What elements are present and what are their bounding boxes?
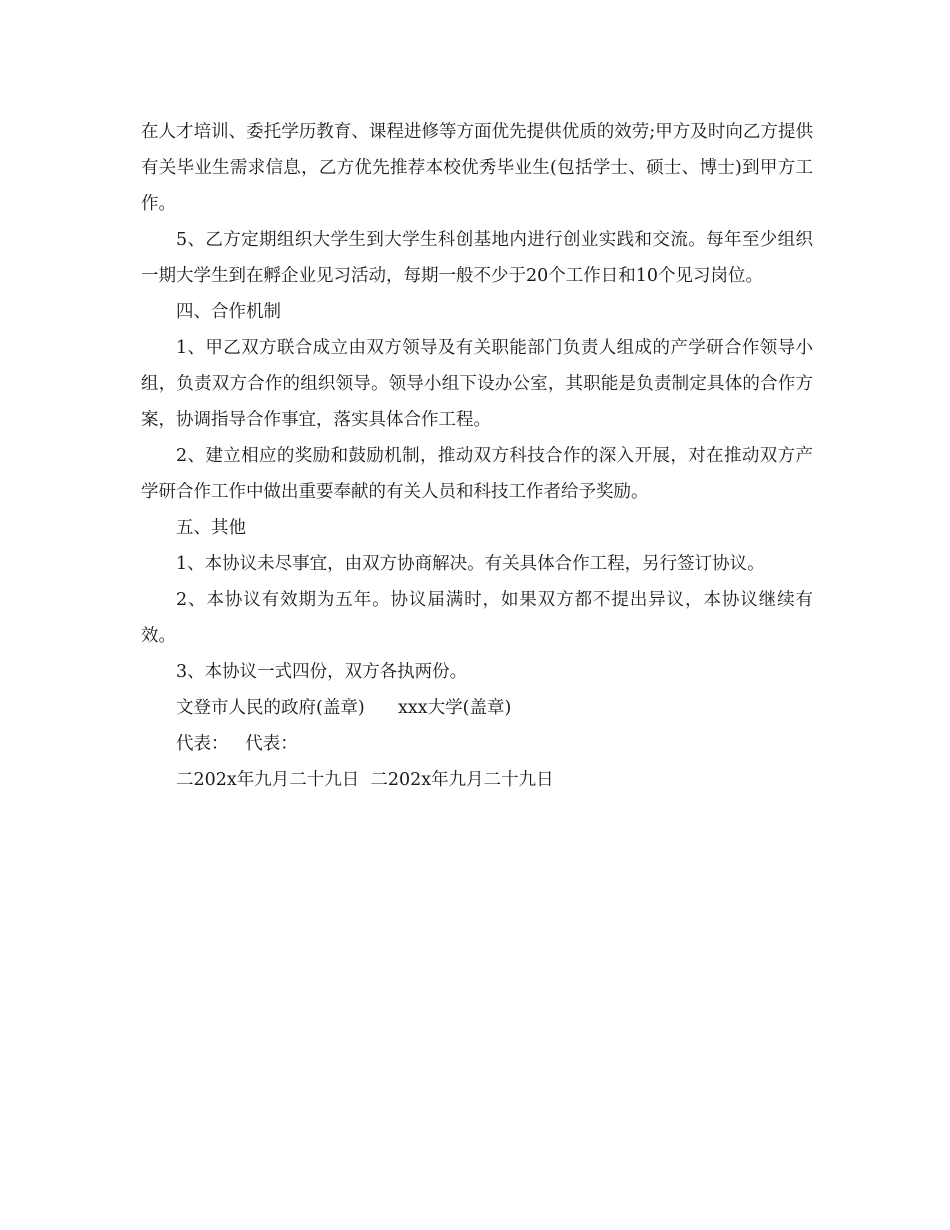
section-5-item-3: 3、本协议一式四份，双方各执两份。: [176, 662, 468, 682]
section-4-item-1: 1、甲乙双方联合成立由双方领导及有关职能部门负责人组成的产学研合作领导小组，负责双方合作的组织领导。领导小组下设办公室，其职能是负责制定具体的合作方案，协调指导合作事宜，落实具体合作工程。: [141, 338, 813, 430]
item-5-paragraph: 5、乙方定期组织大学生到大学生科创基地内进行创业实践和交流。每年至少组织一期大学生到在孵企业见习活动，每期一般不少于20个工作日和10个见习岗位。: [141, 230, 813, 286]
section-5-heading: 五、其他: [176, 518, 246, 538]
section-5-item-2: 2、本协议有效期为五年。协议届满时，如果双方都不提出异议，本协议继续有效。: [141, 590, 813, 646]
section-4-heading: 四、合作机制: [176, 302, 281, 322]
continuation-paragraph: 在人才培训、委托学历教育、课程进修等方面优先提供优质的效劳;甲方及时向乙方提供有关毕业生需求信息，乙方优先推荐本校优秀毕业生(包括学士、硕士、博士)到甲方工作。: [141, 122, 813, 214]
signature-parties: 文登市人民的政府(盖章) xxx大学(盖章): [176, 698, 512, 718]
document-body: [141, 114, 813, 798]
section-5-item-1: 1、本协议未尽事宜，由双方协商解决。有关具体合作工程，另行签订协议。: [176, 554, 765, 574]
signature-dates: 二202x年九月二十九日 二202x年九月二十九日: [176, 770, 554, 790]
section-4-item-2: 2、建立相应的奖励和鼓励机制，推动双方科技合作的深入开展，对在推动双方产学研合作工作中做出重要奉献的有关人员和科技工作者给予奖励。: [141, 446, 813, 502]
signature-representatives: 代表： 代表：: [176, 734, 298, 754]
